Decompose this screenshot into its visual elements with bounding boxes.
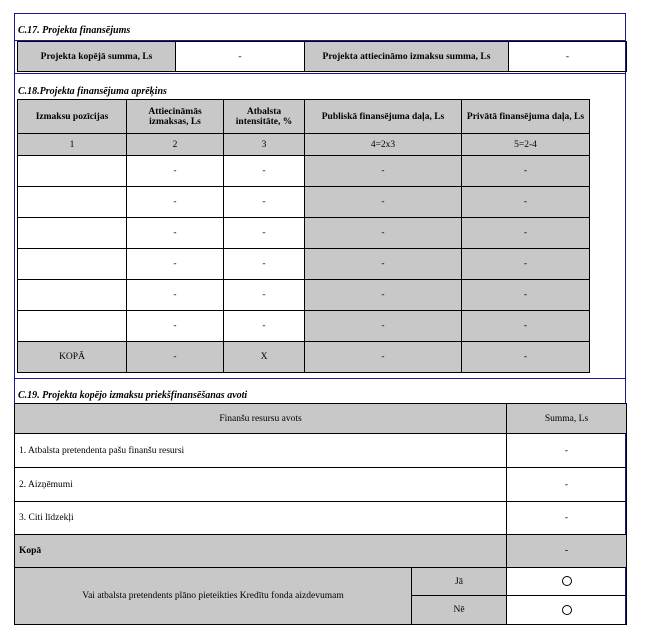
- private-funding-cell: -: [462, 280, 590, 311]
- private-funding-cell: -: [462, 311, 590, 342]
- public-funding-cell: -: [305, 311, 462, 342]
- eligible-costs-cell[interactable]: -: [127, 280, 224, 311]
- table-row: [18, 280, 590, 311]
- total-sum-value[interactable]: -: [176, 42, 305, 72]
- private-funding-cell: -: [462, 156, 590, 187]
- funding-source-value[interactable]: -: [507, 434, 627, 468]
- option-yes-label: Jā: [412, 568, 507, 596]
- funding-source-label: 1. Atbalsta pretendenta pašu finanšu resursi: [15, 434, 507, 468]
- table-row: [15, 468, 627, 502]
- eligible-costs-cell[interactable]: -: [127, 187, 224, 218]
- c19-total-label: Kopā: [15, 535, 507, 568]
- table-row: [15, 434, 627, 468]
- total-private-funding: -: [462, 342, 590, 373]
- public-funding-cell: -: [305, 187, 462, 218]
- cost-position-cell[interactable]: [18, 249, 127, 280]
- radio-no[interactable]: [562, 605, 572, 615]
- public-funding-cell: -: [305, 249, 462, 280]
- cost-position-cell[interactable]: [18, 280, 127, 311]
- aid-intensity-cell[interactable]: -: [224, 311, 305, 342]
- header-funding-source: Finanšu resursu avots: [15, 404, 507, 434]
- section-c18-heading: C.18.Projekta finansējuma aprēķins: [18, 86, 167, 97]
- c19-table: [14, 403, 627, 625]
- option-no-cell: [507, 596, 627, 625]
- aid-intensity-cell[interactable]: -: [224, 280, 305, 311]
- total-public-funding: -: [305, 342, 462, 373]
- cost-position-cell[interactable]: [18, 156, 127, 187]
- c18-header-row: [18, 100, 590, 134]
- radio-yes[interactable]: [562, 576, 572, 586]
- header-aid-intensity: Atbalsta intensitāte, %: [224, 100, 305, 134]
- aid-intensity-cell[interactable]: -: [224, 218, 305, 249]
- table-row: [18, 218, 590, 249]
- column-number: 2: [127, 134, 224, 156]
- column-number: 4=2x3: [305, 134, 462, 156]
- cost-position-cell[interactable]: [18, 187, 127, 218]
- c19-total-value: -: [507, 535, 627, 568]
- eligible-costs-cell[interactable]: -: [127, 156, 224, 187]
- table-row: [18, 249, 590, 280]
- public-funding-cell: -: [305, 156, 462, 187]
- c17-table: [17, 41, 627, 72]
- credit-fund-yes-row: [15, 568, 627, 596]
- total-aid-intensity: X: [224, 342, 305, 373]
- private-funding-cell: -: [462, 218, 590, 249]
- private-funding-cell: -: [462, 249, 590, 280]
- table-row: [18, 311, 590, 342]
- eligible-sum-value[interactable]: -: [509, 42, 627, 72]
- header-public-funding: Publiskā finansējuma daļa, Ls: [305, 100, 462, 134]
- private-funding-cell: -: [462, 187, 590, 218]
- c19-header-row: [15, 404, 627, 434]
- eligible-costs-cell[interactable]: -: [127, 218, 224, 249]
- header-cost-positions: Izmaksu pozīcijas: [18, 100, 127, 134]
- funding-source-value[interactable]: -: [507, 502, 627, 535]
- header-sum: Summa, Ls: [507, 404, 627, 434]
- divider-c18-bottom: [14, 378, 626, 379]
- public-funding-cell: -: [305, 280, 462, 311]
- eligible-sum-label: Projekta attiecināmo izmaksu summa, Ls: [305, 42, 509, 72]
- divider-c17-bottom: [14, 73, 626, 74]
- section-c17-heading: C.17. Projekta finansējums: [18, 25, 131, 36]
- cost-position-cell[interactable]: [18, 311, 127, 342]
- aid-intensity-cell[interactable]: -: [224, 156, 305, 187]
- option-no-label: Nē: [412, 596, 507, 625]
- column-number: 5=2-4: [462, 134, 590, 156]
- funding-source-label: 3. Citi līdzekļi: [15, 502, 507, 535]
- aid-intensity-cell[interactable]: -: [224, 187, 305, 218]
- c18-total-row: [18, 342, 590, 373]
- column-number: 3: [224, 134, 305, 156]
- option-yes-cell: [507, 568, 627, 596]
- cost-position-cell[interactable]: [18, 218, 127, 249]
- public-funding-cell: -: [305, 218, 462, 249]
- total-label: KOPĀ: [18, 342, 127, 373]
- credit-fund-question: Vai atbalsta pretendents plāno pieteikties Kredītu fonda aizdevumam: [15, 568, 412, 625]
- funding-source-label: 2. Aizņēmumi: [15, 468, 507, 502]
- c18-number-row: [18, 134, 590, 156]
- table-row: [18, 187, 590, 218]
- c19-total-row: [15, 535, 627, 568]
- table-row: [18, 156, 590, 187]
- header-private-funding: Privātā finansējuma daļa, Ls: [462, 100, 590, 134]
- column-number: 1: [18, 134, 127, 156]
- total-sum-label: Projekta kopējā summa, Ls: [18, 42, 176, 72]
- section-c19-heading: C.19. Projekta kopējo izmaksu priekšfinansēšanas avoti: [18, 390, 248, 401]
- c18-table: [17, 99, 590, 373]
- total-eligible-costs: -: [127, 342, 224, 373]
- funding-source-value[interactable]: -: [507, 468, 627, 502]
- eligible-costs-cell[interactable]: -: [127, 311, 224, 342]
- aid-intensity-cell[interactable]: -: [224, 249, 305, 280]
- header-eligible-costs: Attiecināmās izmaksas, Ls: [127, 100, 224, 134]
- table-row: [15, 502, 627, 535]
- eligible-costs-cell[interactable]: -: [127, 249, 224, 280]
